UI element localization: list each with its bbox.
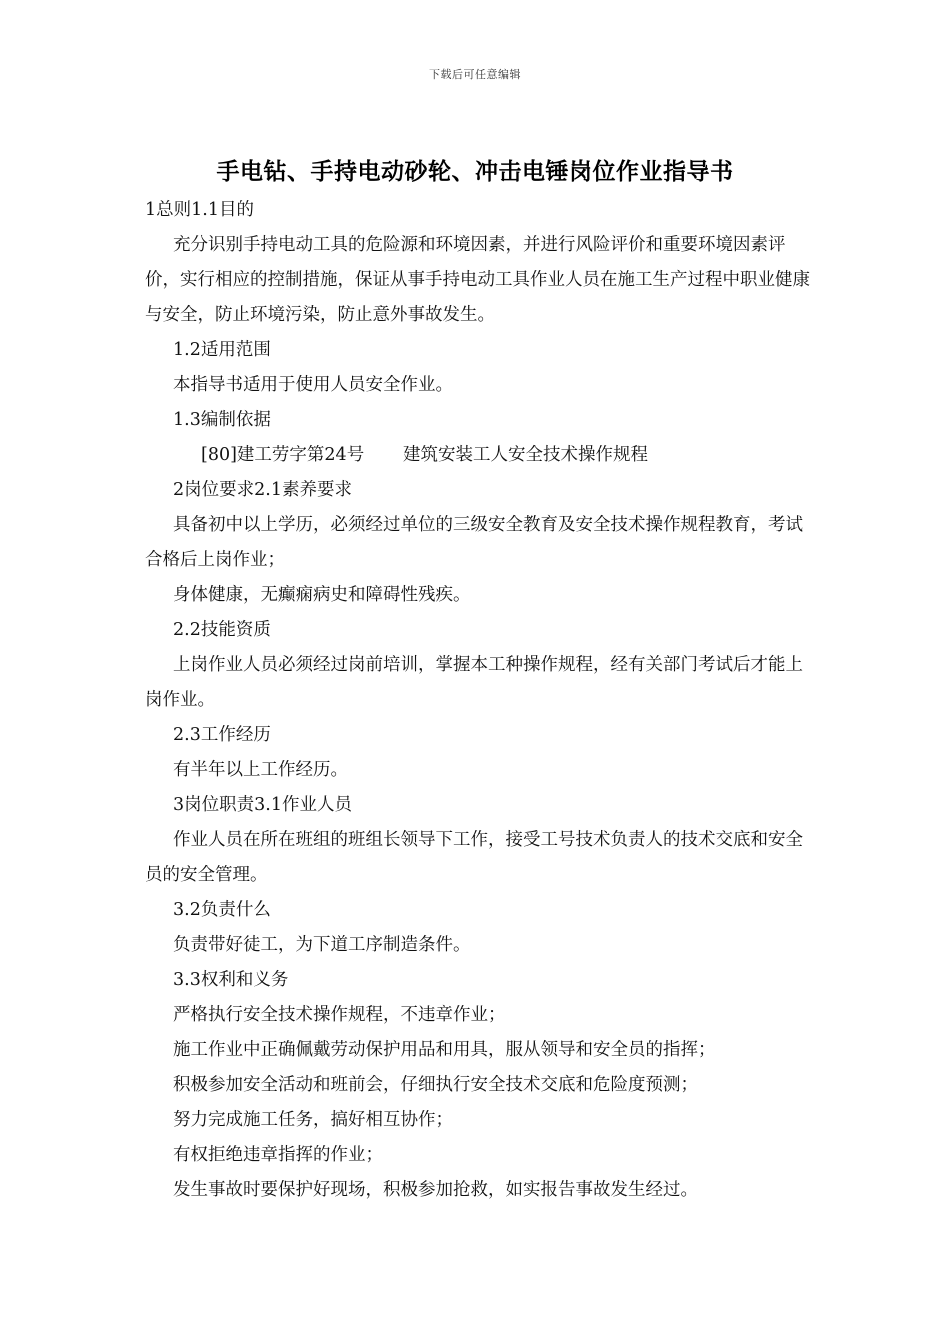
body-paragraph: 作业人员在所在班组的班组长领导下工作，接受工号技术负责人的技术交底和安全员的安全管理。 bbox=[145, 830, 803, 885]
body-paragraph: 积极参加安全活动和班前会，仔细执行安全技术交底和危险度预测； bbox=[173, 1075, 698, 1095]
section-heading: 3岗位职责3.1作业人员 bbox=[173, 795, 352, 815]
document-body bbox=[145, 193, 813, 1208]
section-heading: 3.2负责什么 bbox=[173, 900, 271, 920]
section-heading: 2.3工作经历 bbox=[173, 725, 271, 745]
body-paragraph: 严格执行安全技术操作规程，不违章作业； bbox=[173, 1005, 506, 1025]
body-paragraph: 有权拒绝违章指挥的作业； bbox=[173, 1145, 383, 1165]
body-paragraph: 负责带好徒工，为下道工序制造条件。 bbox=[173, 935, 471, 955]
section-heading: 3.3权利和义务 bbox=[173, 970, 289, 990]
body-paragraph: 充分识别手持电动工具的危险源和环境因素，并进行风险评价和重要环境因素评价，实行相应的控制措施，保证从事手持电动工具作业人员在施工生产过程中职业健康与安全，防止环境污染，防止意外事故发生。 bbox=[145, 235, 810, 325]
body-paragraph: 身体健康，无癫痫病史和障碍性残疾。 bbox=[173, 585, 471, 605]
body-paragraph: 本指导书适用于使用人员安全作业。 bbox=[173, 375, 453, 395]
body-paragraph: 上岗作业人员必须经过岗前培训，掌握本工种操作规程，经有关部门考试后才能上岗作业。 bbox=[145, 655, 803, 710]
reference-title: 建筑安装工人安全技术操作规程 bbox=[403, 445, 648, 465]
document-title: 手电钻、手持电动砂轮、冲击电锤岗位作业指导书 bbox=[216, 159, 734, 185]
section-heading: 1总则1.1目的 bbox=[145, 200, 254, 220]
body-paragraph: 施工作业中正确佩戴劳动保护用品和用具，服从领导和安全员的指挥； bbox=[173, 1040, 716, 1060]
section-heading: 1.3编制依据 bbox=[173, 410, 271, 430]
section-heading: 2岗位要求2.1素养要求 bbox=[173, 480, 352, 500]
download-note: 下载后可任意编辑 bbox=[429, 68, 521, 81]
body-paragraph: 具备初中以上学历，必须经过单位的三级安全教育及安全技术操作规程教育，考试合格后上岗作业； bbox=[145, 515, 803, 570]
section-heading: 1.2适用范围 bbox=[173, 340, 271, 360]
reference-line bbox=[145, 438, 813, 473]
body-paragraph: 努力完成施工任务，搞好相互协作； bbox=[173, 1110, 453, 1130]
body-paragraph: 发生事故时要保护好现场，积极参加抢救，如实报告事故发生经过。 bbox=[173, 1180, 698, 1200]
reference-code: [80]建工劳字第24号 bbox=[201, 445, 365, 465]
section-heading: 2.2技能资质 bbox=[173, 620, 271, 640]
body-paragraph: 有半年以上工作经历。 bbox=[173, 760, 348, 780]
